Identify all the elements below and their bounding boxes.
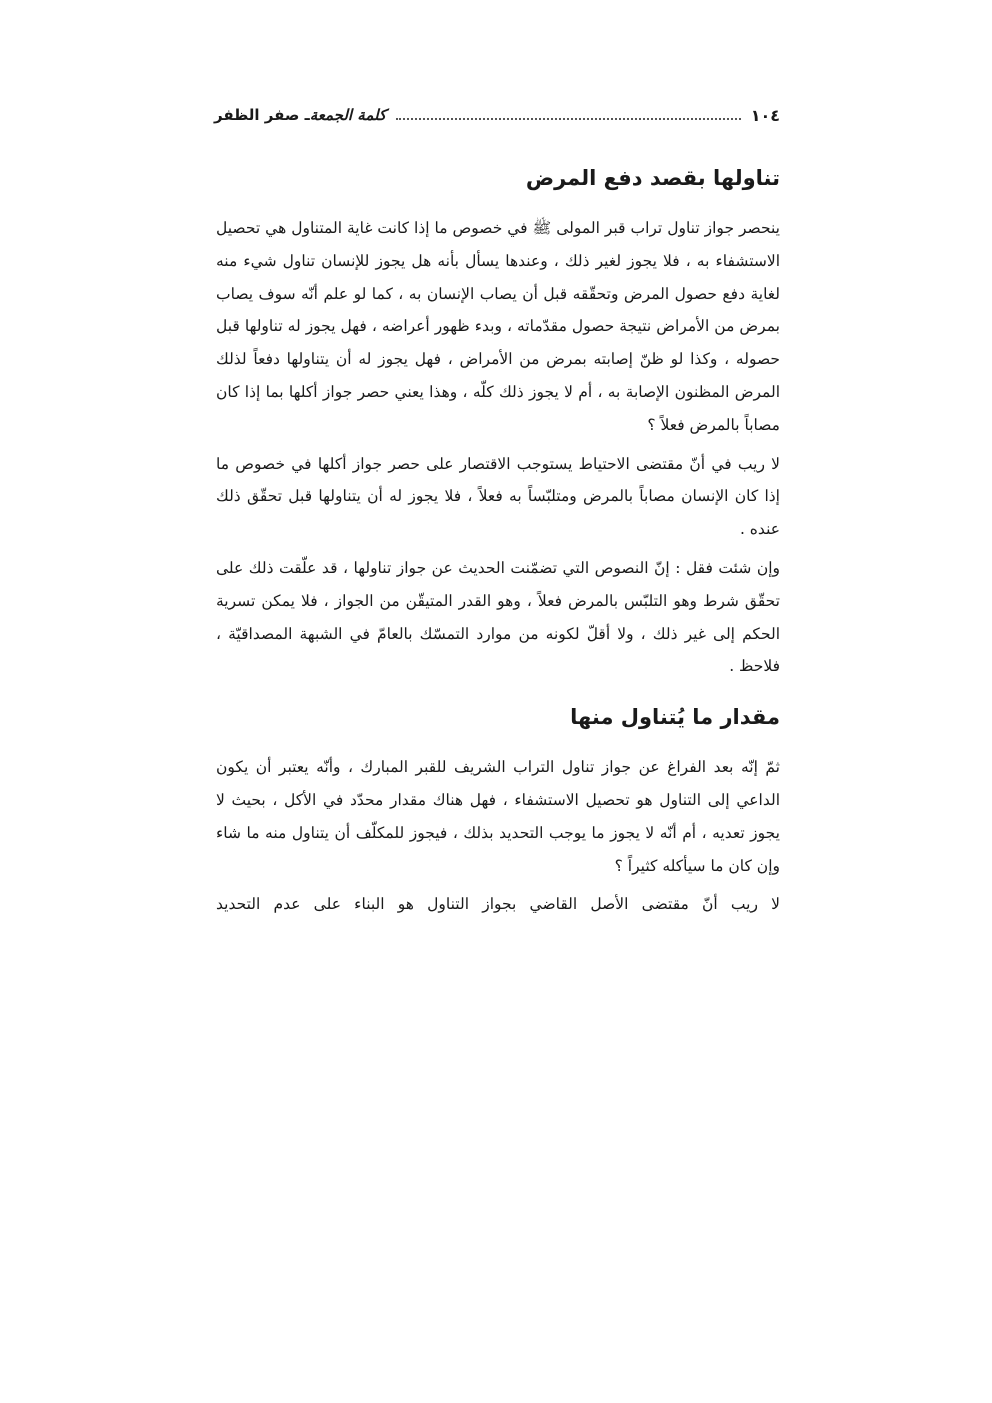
page-number: ١٠٤: [750, 105, 780, 125]
dotted-leader: [396, 118, 741, 120]
calligraphy-logo: كلمة الجمعة: [309, 106, 387, 124]
running-subtitle: ـ صفر الظفر: [214, 106, 310, 124]
running-title: [214, 106, 386, 124]
running-header: [214, 100, 780, 130]
paragraph: لا ريب أنّ مقتضى الأصل القاضي بجواز التناول هو البناء على عدم التحديد: [216, 895, 780, 914]
section-heading-2: مقدار ما يُتناول منها: [570, 705, 780, 730]
paragraph: ينحصر جواز تناول تراب قبر المولى ﷺ في خصوص ما إذا كانت غاية المتناول هي تحصيل الاستشفاء به ، فلا يجوز لغير ذلك ، وعندها يسأل بأنه هل يجوز للإنسان تناول شيء منه لغاية دفع حصول المرض وتحقّقه قبل أن يصاب الإنسان به ، كما لو علم أنّه سوف يصاب بمرض من الأمراض نتيجة حصول مقدّماته ، وبدء ظهور أعراضه ، فهل يجوز له تناولها قبل حصوله ، وكذا لو ظنّ إصابته بمرض من الأمراض ، فهل يجوز له أن يتناولها دفعاً لذلك المرض المظنون الإصابة به ، أم لا يجوز ذلك كلّه ، وهذا يعني حصر جواز أكلها بما إذا كان مصاباً بالمرض فعلاً ؟: [216, 219, 780, 434]
section-heading-1: تناولها بقصد دفع المرض: [525, 166, 780, 190]
page-content: [216, 156, 780, 927]
paragraph: ثمّ إنّه بعد الفراغ عن جواز تناول التراب الشريف للقبر المبارك ، وأنّه يعتبر أن يكون الداعي إلى التناول هو تحصيل الاستشفاء ، فهل هناك مقدار محدّد في الأكل ، بحيث لا يجوز تعديه ، أم أنّه لا يجوز ما يوجب التحديد بذلك ، فيجوز للمكلّف أن يتناول منه ما شاء وإن كان ما سيأكله كثيراً ؟: [216, 758, 780, 875]
paragraph: لا ريب في أنّ مقتضى الاحتياط يستوجب الاقتصار على حصر جواز أكلها في خصوص ما إذا كان الإنسان مصاباً بالمرض ومتلبّساً به فعلاً ، فلا يجوز له أن يتناولها قبل تحقّق ذلك عنده .: [216, 454, 780, 539]
paragraph: وإن شئت فقل : إنّ النصوص التي تضمّنت الحديث عن جواز تناولها ، قد علّقت ذلك على تحقّق شرط وهو التلبّس بالمرض فعلاً ، وهو القدر المتيقّن من الجواز ، فلا يمكن تسرية الحكم إلى غير ذلك ، ولا أقلّ لكونه من موارد التمسّك بالعامّ في الشبهة المصداقيّة ، فلاحظ .: [216, 558, 780, 676]
